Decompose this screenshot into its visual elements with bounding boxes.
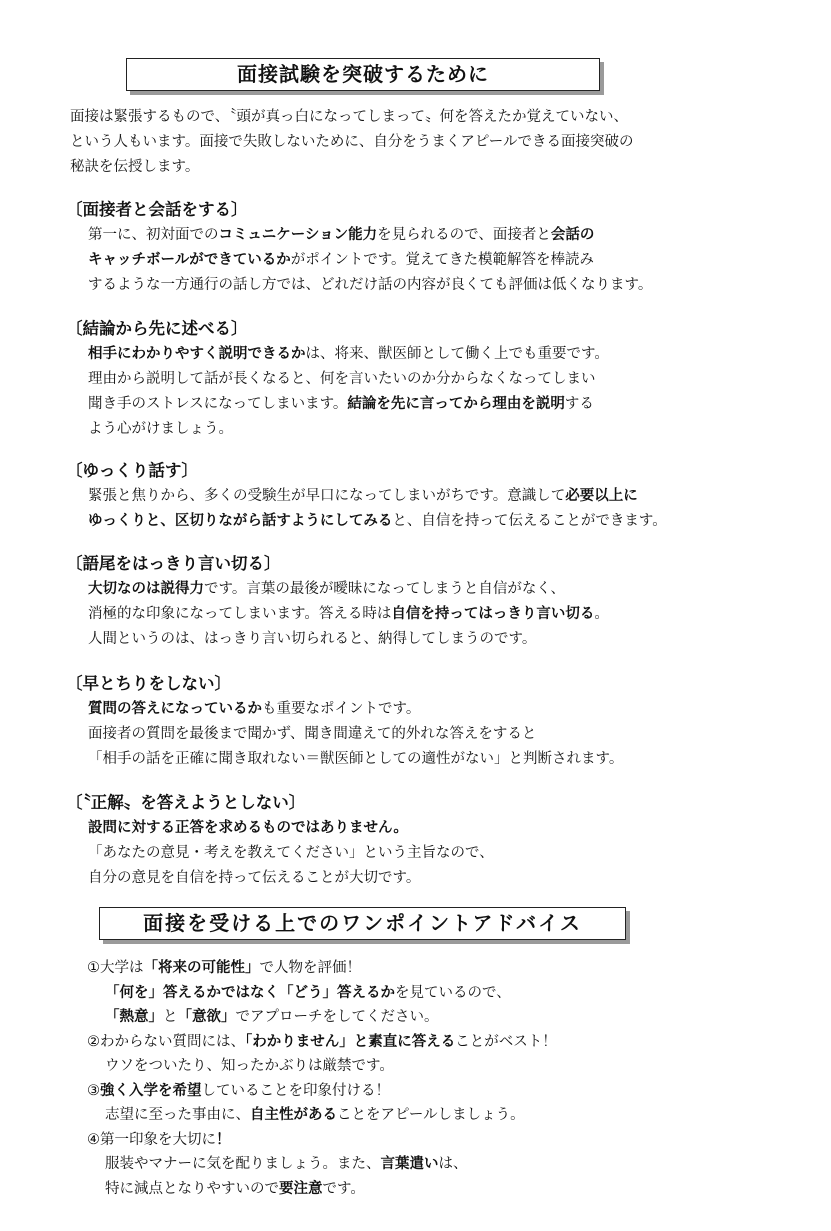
text-run: 面接者の質問を最後まで聞かず、聞き間違えて的外れな答えをすると [88, 726, 537, 742]
text-line [88, 484, 806, 509]
text-run: ③ [87, 1082, 100, 1099]
text-line [88, 747, 806, 772]
text-line [88, 816, 806, 841]
text-run: する [564, 396, 594, 412]
text-run: と [163, 1009, 178, 1025]
text-line [87, 1054, 787, 1079]
section-body [88, 223, 806, 298]
text-line [88, 722, 806, 747]
text-run: ことをアピールしましょう。 [337, 1107, 525, 1123]
advice-item [87, 956, 787, 1030]
bold-phrase: 「わかりません」と素直に答える [245, 1033, 456, 1050]
text-line [87, 1177, 787, 1202]
text-line [87, 1103, 787, 1128]
bold-phrase: 会話の [550, 227, 595, 243]
text-run: と、自信を持って伝えることができます。 [392, 513, 667, 529]
text-line [87, 1005, 787, 1030]
text-run: を見られるので、面接者と [377, 227, 551, 243]
text-run: でアプローチをしてください。 [235, 1009, 439, 1025]
text-run: も重要なポイントです。 [262, 701, 421, 717]
text-run: よう心がけましょう。 [88, 421, 233, 437]
text-run: 自分の意見を自信を持って伝えることが大切です。 [88, 870, 421, 886]
bold-phrase: ゆっくりと、区切りながら話すようにしてみる [88, 513, 393, 529]
section-body [88, 484, 806, 534]
text-line [87, 956, 787, 981]
section-heading: 〔結論から先に述べる〕 [66, 319, 248, 338]
bold-phrase: 自信を持ってはっきり言い切る [391, 606, 595, 622]
section-body [88, 816, 806, 891]
text-line [87, 981, 787, 1006]
bold-phrase: 強く入学を希望 [100, 1082, 202, 1099]
text-run: 服装やマナーに気を配りましょう。また、 [105, 1156, 381, 1172]
text-run: するような一方通行の話し方では、どれだけ話の内容が良くても評価は低くなります。 [88, 277, 653, 293]
section-no-correct-answer [66, 790, 806, 891]
intro-line: という人もいます。面接で失敗しないために、自分をうまくアピールできる面接突破の [70, 134, 634, 150]
text-line [88, 509, 806, 534]
text-line [88, 697, 806, 722]
text-run: ウソをついたり、知ったかぶりは厳禁です。 [105, 1058, 394, 1074]
bold-phrase: 自主性がある [250, 1107, 337, 1123]
text-run: 聞き手のストレスになってしまいます。 [88, 396, 348, 412]
text-line [87, 1152, 787, 1177]
text-line [87, 1079, 787, 1104]
intro-paragraph [70, 104, 790, 179]
section-heading: 〔面接者と会話をする〕 [66, 200, 248, 219]
advice-item [87, 1030, 787, 1079]
text-line [88, 367, 806, 392]
section-heading: 〔語尾をはっきり言い切る〕 [66, 554, 281, 573]
text-line [88, 602, 806, 627]
text-line [87, 1030, 787, 1055]
page-title: 面接試験を突破するために [126, 58, 600, 91]
text-run: 。 [594, 606, 609, 622]
intro-line: 面接は緊張するもので、〝頭が真っ白になってしまって〟何を答えたか覚えていない、 [70, 109, 628, 125]
section-speak-slowly [66, 458, 806, 534]
text-line [87, 1128, 787, 1153]
text-line [88, 577, 806, 602]
text-run: 緊張と焦りから、多くの受験生が早口になってしまいがちです。意識して [88, 488, 566, 504]
text-line [88, 866, 806, 891]
text-run: は、将来、獣医師として働く上でも重要です。 [305, 346, 609, 362]
text-line [88, 248, 806, 273]
bold-phrase: 相手にわかりやすく説明できるか [88, 346, 306, 362]
advice-title: 面接を受ける上でのワンポイントアドバイス [99, 907, 626, 940]
text-run: 「あなたの意見・考えを教えてください」という主旨なので、 [88, 845, 494, 861]
text-run: です。言葉の最後が曖昧になってしまうと自信がなく、 [204, 581, 566, 597]
intro-line: 秘訣を伝授します。 [70, 159, 200, 175]
section-clear-endings [66, 551, 806, 652]
text-line [88, 273, 806, 298]
bold-phrase: 必要以上に [565, 488, 638, 504]
text-run: ことがベスト！ [455, 1033, 557, 1050]
bold-phrase: キャッチボールができているか [88, 252, 291, 268]
text-run: です。 [322, 1180, 365, 1197]
bold-phrase: コミュニケーション能力 [218, 227, 378, 243]
text-run: は、 [438, 1156, 468, 1172]
text-run: 特に減点となりやすいので [105, 1180, 279, 1197]
text-run: 理由から説明して話が長くなると、何を言いたいのか分からなくなってしまい [88, 371, 596, 387]
bold-phrase: 「何を」答えるかではなく「どう」答えるか [105, 984, 395, 1001]
section-heading: 〔早とちりをしない〕 [66, 674, 231, 693]
text-line [88, 223, 806, 248]
text-run: ①大学は [87, 960, 144, 976]
section-no-jumping [66, 671, 806, 772]
bold-phrase: 言葉遣い [380, 1156, 439, 1172]
text-run: 第一に、初対面での [88, 227, 219, 243]
bold-phrase: 「意欲」 [177, 1009, 236, 1025]
bold-phrase: 「将来の可能性」 [143, 960, 260, 976]
section-body [88, 342, 806, 442]
bold-phrase: 要注意 [279, 1180, 323, 1197]
text-run: 消極的な印象になってしまいます。答える時は [88, 606, 392, 622]
advice-item [87, 1128, 787, 1202]
bold-phrase: ！ [216, 1131, 231, 1148]
bold-phrase: 「熱意」 [105, 1009, 163, 1025]
text-run: 「相手の話を正確に聞き取れない＝獣医師としての適性がない」と判断されます。 [88, 751, 624, 767]
text-run: ④第一印象を大切に [87, 1131, 216, 1148]
text-run: で人物を評価！ [259, 960, 361, 976]
section-heading: 〔ゆっくり話す〕 [66, 461, 198, 480]
text-run: がポイントです。覚えてきた模範解答を棒読み [290, 252, 595, 268]
section-body [88, 697, 806, 772]
bold-phrase: 結論を先に言ってから理由を説明 [347, 396, 565, 412]
text-line [88, 342, 806, 367]
text-line [88, 392, 806, 417]
section-conclusion-first [66, 316, 806, 442]
bold-phrase: 大切なのは説得力 [88, 581, 204, 597]
text-run: 志望に至った事由に、 [105, 1107, 250, 1123]
bold-phrase: 質問の答えになっているか [88, 701, 262, 717]
text-run: していることを印象付ける！ [201, 1082, 390, 1099]
text-run: ②わからない質問には、 [87, 1033, 245, 1050]
text-line [88, 417, 806, 442]
advice-item [87, 1079, 787, 1128]
bold-phrase: 設問に対する正答を求めるものではありません。 [88, 820, 408, 836]
section-conversation [66, 197, 806, 298]
section-body [88, 577, 806, 652]
text-run: を見ているので、 [395, 984, 511, 1001]
text-line [88, 627, 806, 652]
section-heading: 〔〝正解〟を答えようとしない〕 [66, 793, 306, 812]
text-run: 人間というのは、はっきり言い切られると、納得してしまうのです。 [88, 631, 537, 647]
advice-list [87, 956, 787, 1201]
text-line [88, 841, 806, 866]
